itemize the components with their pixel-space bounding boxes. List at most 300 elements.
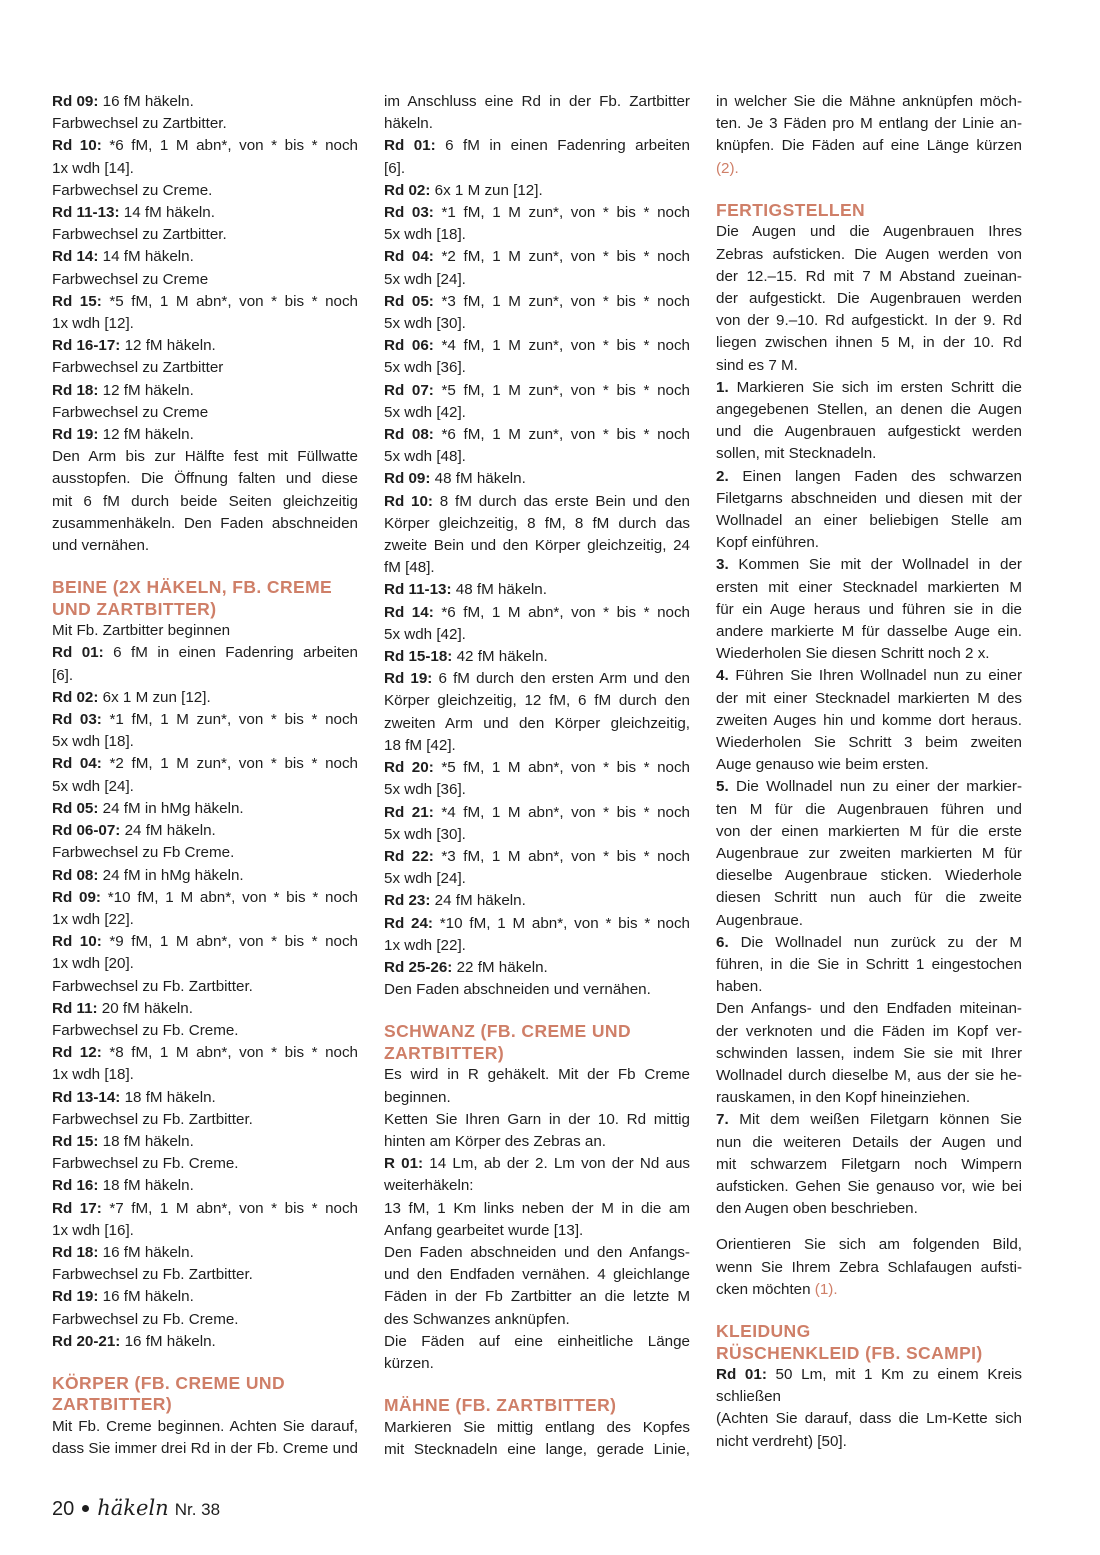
round-label: Rd 15-18: [384,648,453,666]
section-heading: ZARTBITTER) [384,1042,505,1063]
line-text: und den Endfaden vernähen. 4 gleichlange [384,1266,690,1284]
line-text: *3 fM, 1 M abn*, von * bis * noch [433,847,690,865]
line-text: Kopf einführen. [716,534,820,552]
line-text: 1x wdh [14]. [52,159,134,177]
line-text: schließen [716,1388,781,1406]
text-line [52,313,358,335]
line-text: Die Augen und die Augenbrauen Ihres [716,223,1022,241]
line-text: 42 fM häkeln. [452,648,548,666]
text-line [52,180,358,202]
text-line [52,1198,358,1220]
text-line [384,557,690,579]
text-line [384,1331,690,1353]
text-line [52,424,358,446]
text-line [384,668,690,690]
line-text: Die Fäden auf eine einheitliche Länge [384,1332,690,1350]
text-line [716,554,1022,576]
text-line [52,953,358,975]
line-text: ersten mit einer Stecknadel markierten M [716,578,1022,596]
section-heading: KLEIDUNG [716,1321,811,1342]
line-text: von der einen markierten M für die erste [716,822,1022,840]
line-text: 5x wdh [42]. [384,403,466,421]
line-text: angegebenen Stellen, an denen die Augen [716,400,1022,418]
round-label: Rd 01: [52,644,104,662]
line-text: Mit Fb. Creme beginnen. Achten Sie darauf, [52,1417,358,1435]
line-text: [6]. [52,666,74,684]
text-line [384,291,690,313]
line-text: Farbwechsel zu Creme [52,403,209,421]
text-line [716,887,1022,909]
text-line [716,221,1022,243]
text-line [716,399,1022,421]
text-line [716,865,1022,887]
text-line [384,713,690,735]
text-line [384,113,690,135]
text-line [384,1264,690,1286]
line-text: *7 fM, 1 M abn*, von * bis * noch [101,1199,358,1217]
text-line [384,357,690,379]
section-heading: ZARTBITTER) [52,1394,173,1415]
section-heading: SCHWANZ (FB. CREME UND [384,1021,631,1042]
text-line [384,779,690,801]
line-text: 24 fM in hMg häkeln. [98,866,244,884]
round-label: Rd 12: [52,1044,102,1062]
line-text: ausstopfen. Die Öffnung falten und diese [52,470,358,488]
line-text: 18 fM häkeln. [120,1088,216,1106]
round-label: Rd 04: [52,755,102,773]
text-line [384,424,690,446]
figure-reference: (1). [814,1280,838,1298]
line-text: 24 fM in hMg häkeln. [98,799,244,817]
line-text: 18 fM häkeln. [98,1132,194,1150]
line-text: 1x wdh [22]. [384,936,466,954]
round-label: Rd 13-14: [52,1088,121,1106]
round-label: Rd 16-17: [52,337,121,355]
line-text: 8 fM durch das erste Bein und den [433,492,690,510]
text-line [716,532,1022,554]
line-text: Kommen Sie mit der Wollnadel in der [728,556,1022,574]
line-text: und die Augenbrauen aufgestickt werden [716,423,1022,441]
line-text: Farbwechsel zu Creme [52,270,209,288]
round-label: Rd 23: [384,892,431,910]
text-line [52,1042,358,1064]
round-label: Rd 05: [384,292,434,310]
text-line [716,488,1022,510]
line-text: 1x wdh [18]. [52,1066,134,1084]
line-text: *10 fM, 1 M abn*, von * bis * noch [100,888,358,906]
text-line [384,1353,690,1375]
text-line [52,1109,358,1131]
line-text: *8 fM, 1 M abn*, von * bis * noch [101,1044,358,1062]
line-text: mit 6 fM durch beide Seiten gleichzeitig [52,492,358,510]
text-line [384,1109,690,1131]
line-text: der mit einer Stecknadel markierten M des [716,689,1022,707]
line-text: *3 fM, 1 M zun*, von * bis * noch [433,292,691,310]
line-text: Den Anfangs- und den Endfaden miteinan- [716,1000,1022,1018]
round-label: 6. [716,933,729,951]
text-line [52,798,358,820]
text-line [52,887,358,909]
text-line [52,998,358,1020]
line-text: Farbwechsel zu Fb. Zartbitter. [52,977,253,995]
round-label: Rd 07: [384,381,434,399]
text-line [716,332,1022,354]
text-line [52,1309,358,1331]
line-text: mit schwarzem Filetgarn noch Wimpern [716,1155,1022,1173]
round-label: Rd 16: [52,1177,99,1195]
line-text: Orientieren Sie sich am folgenden Bild, [716,1236,1022,1254]
text-line [384,957,690,979]
round-label: Rd 15: [52,292,102,310]
text-line [716,244,1022,266]
round-label: R 01: [384,1155,424,1173]
line-text: Markieren Sie sich im ersten Schritt die [728,378,1022,396]
line-text: haben. [716,978,763,996]
text-line [716,599,1022,621]
text-line [384,491,690,513]
round-label: Rd 22: [384,847,434,865]
text-line [384,224,690,246]
text-line [716,377,1022,399]
section-spacer [384,1375,690,1395]
text-line [52,642,358,664]
text-line [52,1131,358,1153]
text-line [716,1043,1022,1065]
line-text: 5x wdh [18]. [52,733,134,751]
text-line [716,1198,1022,1220]
text-line [384,402,690,424]
text-line [52,865,358,887]
round-label: Rd 20-21: [52,1332,121,1350]
text-line [52,335,358,357]
text-line [716,954,1022,976]
text-line [52,976,358,998]
text-line [384,602,690,624]
section-heading: MÄHNE (FB. ZARTBITTER) [384,1395,617,1416]
line-text: *4 fM, 1 M zun*, von * bis * noch [433,337,691,355]
line-text: Führen Sie Ihren Wollnadel nun zu einer [728,667,1022,685]
line-text: 24 fM häkeln. [430,892,526,910]
text-line [384,1309,690,1331]
line-text: (Achten Sie darauf, dass die Lm-Kette sich [716,1410,1022,1428]
text-line [716,1087,1022,1109]
text-line [384,1064,690,1086]
line-text: 1x wdh [12]. [52,315,134,333]
line-text: aufsticken. Gehen Sie genauso vor, wie bei [716,1178,1022,1196]
text-line [716,843,1022,865]
line-text: kürzen. [384,1354,434,1372]
text-line [52,1438,358,1460]
section-spacer [52,1353,358,1373]
round-label: Rd 09: [384,470,431,488]
text-line [716,1154,1022,1176]
round-label: Rd 18: [52,1243,99,1261]
line-text: Den Faden abschneiden und vernähen. [384,981,651,999]
text-line [52,135,358,157]
line-text: Wollnadel durch dieselbe M, aus der sie he- [716,1067,1022,1085]
line-text: 22 fM häkeln. [452,958,548,976]
line-text: der 12.–15. Rd mit 7 M Abstand zueinan- [716,267,1022,285]
line-text: und vernähen. [52,537,150,555]
text-line [716,577,1022,599]
line-text: 5x wdh [24]. [52,777,134,795]
text-line [716,158,1022,180]
text-line [384,513,690,535]
text-line [384,1439,690,1461]
text-line [716,288,1022,310]
line-text: *2 fM, 1 M zun*, von * bis * noch [101,755,359,773]
section-heading: UND ZARTBITTER) [52,598,217,619]
line-text: 1x wdh [22]. [52,910,134,928]
line-text: 16 fM häkeln. [98,1243,194,1261]
line-text: 6 fM in einen Fadenring arbeiten [103,644,359,662]
line-text: diesen Schritt nun auch für die zweite [716,889,1022,907]
text-line [52,158,358,180]
text-line [716,621,1022,643]
round-label: Rd 20: [384,759,434,777]
line-text: 18 fM [42]. [384,736,456,754]
text-line [52,687,358,709]
line-text: hinten am Körper des Zebras an. [384,1132,607,1150]
page-footer [52,1494,220,1522]
line-text: 5x wdh [18]. [384,226,466,244]
text-line [384,380,690,402]
line-text: *1 fM, 1 M zun*, von * bis * noch [433,204,691,222]
text-line [384,180,690,202]
line-text: Farbwechsel zu Zartbitter. [52,226,227,244]
line-text: 13 fM, 1 Km links neben der M in die am [384,1199,690,1217]
line-text: Mit Fb. Zartbitter beginnen [52,622,231,640]
text-line [384,535,690,557]
text-line [52,1064,358,1086]
text-line [716,665,1022,687]
round-label: 7. [716,1111,729,1129]
text-line [52,513,358,535]
section-spacer [716,180,1022,200]
round-label: Rd 11-13: [384,581,452,599]
line-text: *6 fM, 1 M abn*, von * bis * noch [433,603,690,621]
round-label: 3. [716,556,729,574]
line-text: Wollnadel an einer beliebigen Stelle am [716,511,1022,529]
line-text: Die Wollnadel nun zu einer der markier- [728,778,1022,796]
line-text: *4 fM, 1 M abn*, von * bis * noch [433,803,690,821]
text-line [716,443,1022,465]
text-line [384,1198,690,1220]
column-middle [384,91,690,1461]
line-text: Anfang gearbeitet wurde [13]. [384,1221,584,1239]
text-line [52,468,358,490]
round-label: Rd 19: [52,1288,99,1306]
section-heading: BEINE (2X HÄKELN, FB. CREME [52,577,333,598]
issue-number: Nr. 38 [174,1500,221,1519]
text-line [716,1132,1022,1154]
line-text: 1x wdh [16]. [52,1221,134,1239]
line-text: *5 fM, 1 M zun*, von * bis * noch [433,381,691,399]
line-text: 50 Lm, mit 1 Km zu einem Kreis [766,1366,1022,1384]
line-text: beginnen. [384,1088,451,1106]
text-line [716,799,1022,821]
text-line [52,269,358,291]
round-label: Rd 19: [52,426,99,444]
text-line [716,710,1022,732]
text-line [52,535,358,557]
text-line [52,491,358,513]
text-line [52,1242,358,1264]
text-line [716,910,1022,932]
text-line [716,688,1022,710]
text-line [716,1109,1022,1131]
line-text: *6 fM, 1 M abn*, von * bis * noch [101,137,358,155]
text-line [52,1286,358,1308]
line-text: 1x wdh [20]. [52,955,134,973]
text-line [52,842,358,864]
text-line [384,735,690,757]
line-text: in welcher Sie die Mähne anknüpfen möch- [716,93,1022,110]
text-line [52,446,358,468]
text-line [52,1087,358,1109]
round-label: Rd 08: [384,426,434,444]
text-line [384,135,690,157]
line-text: dieselbe Augenbraue sticken. Wiederhole [716,867,1022,885]
line-text: 12 fM häkeln. [98,381,194,399]
line-text: 20 fM häkeln. [97,999,193,1017]
line-text: ten M für die Augenbrauen führen und [716,800,1022,818]
text-line [52,776,358,798]
line-text: *10 fM, 1 M abn*, von * bis * noch [432,914,690,932]
round-label: Rd 18: [52,381,99,399]
text-line [384,269,690,291]
text-line [716,510,1022,532]
line-text: *5 fM, 1 M abn*, von * bis * noch [433,759,690,777]
text-line [384,979,690,1001]
line-text: dass Sie immer drei Rd in der Fb. Creme und [52,1440,358,1458]
text-line [52,709,358,731]
line-text: 5x wdh [30]. [384,315,466,333]
round-label: Rd 01: [716,1366,767,1384]
text-line [716,1176,1022,1198]
text-line [52,246,358,268]
line-text: Filetgarns abschneiden und diesen mit der [716,489,1022,507]
line-text: der aufgestickt. Die Augenbrauen werden [716,289,1022,307]
line-text: Farbwechsel zu Fb. Creme. [52,1310,239,1328]
round-label: Rd 11: [52,999,98,1017]
line-text: zusammenhäkeln. Den Faden abschneiden [52,514,358,532]
line-text: ten. Je 3 Fäden pro M entlang der Linie an- [716,115,1022,133]
text-line [52,909,358,931]
text-line [716,643,1022,665]
text-line [716,998,1022,1020]
text-line [384,1131,690,1153]
round-label: Rd 01: [384,137,436,155]
text-line [716,754,1022,776]
text-line [384,824,690,846]
line-text: 12 fM häkeln. [98,426,194,444]
round-label: Rd 21: [384,803,434,821]
round-label: 1. [716,378,729,396]
line-text: liegen zwischen ihnen 5 M, in der 10. Rd [716,334,1022,352]
text-line [384,646,690,668]
text-line [384,1175,690,1197]
text-line [384,91,690,113]
line-text: 14 Lm, ab der 2. Lm von der Nd aus [423,1155,690,1173]
line-text: 48 fM häkeln. [430,470,526,488]
round-label: Rd 11-13: [52,204,120,222]
line-text: Fäden in der Fb Zartbitter an die letzte M [384,1288,690,1306]
text-line [384,246,690,268]
line-text: Wiederholen Sie diesen Schritt noch 2 x. [716,645,990,663]
round-label: Rd 14: [52,248,99,266]
round-label: Rd 06: [384,337,434,355]
line-text: häkeln. [384,115,433,133]
text-line [52,1331,358,1353]
line-text: der verknoten und die Fäden im Kopf ver- [716,1022,1022,1040]
text-line [52,202,358,224]
line-text: rauskamen, in den Kopf hineinziehen. [716,1089,971,1107]
line-text: 5x wdh [24]. [384,270,466,288]
line-text: Augenbraue. [716,911,803,929]
text-line [384,1087,690,1109]
text-line [716,1408,1022,1430]
section-spacer [716,1220,1022,1234]
line-text: 6x 1 M zun [12]. [98,688,211,706]
text-line [384,446,690,468]
line-text: knüpfen. Die Fäden auf eine Länge kürzen [716,137,1022,155]
text-line [716,1364,1022,1386]
text-line [384,468,690,490]
line-text: 5x wdh [36]. [384,781,466,799]
round-label: Rd 09: [52,888,101,906]
line-text: fM [48]. [384,559,435,577]
round-label: Rd 14: [384,603,434,621]
text-line [716,113,1022,135]
text-line [384,890,690,912]
text-line [716,91,1022,113]
text-line [52,402,358,424]
text-line [384,913,690,935]
text-line [716,266,1022,288]
text-line [716,732,1022,754]
line-text: [6]. [384,159,406,177]
text-line [52,291,358,313]
text-line [52,380,358,402]
line-text: Farbwechsel zu Fb Creme. [52,844,235,862]
line-text: 5x wdh [24]. [384,870,466,888]
text-line [52,91,358,113]
text-line [52,224,358,246]
text-line [716,310,1022,332]
line-text: Einen langen Faden des schwarzen [728,467,1022,485]
line-text: Markieren Sie mittig entlang des Kopfes [384,1418,690,1436]
text-line [716,821,1022,843]
text-line [716,135,1022,157]
round-label: 5. [716,778,729,796]
section-heading: FERTIGSTELLEN [716,199,866,220]
round-label: 4. [716,667,729,685]
text-line [52,731,358,753]
text-line [716,976,1022,998]
text-line [384,1417,690,1439]
text-line [52,1020,358,1042]
line-text: 5x wdh [30]. [384,825,466,843]
line-text: *5 fM, 1 M abn*, von * bis * noch [101,292,358,310]
text-line [52,931,358,953]
column-right [716,91,1022,1453]
round-label: Rd 03: [52,711,102,729]
line-text: Zebras aufsticken. Die Augen werden von [716,245,1022,263]
line-text: Wiederholen Sie Schritt 3 beim zweiten [716,733,1022,751]
text-line [384,313,690,335]
line-text: Körper gleichzeitig, 12 fM, 6 fM durch den [384,692,690,710]
